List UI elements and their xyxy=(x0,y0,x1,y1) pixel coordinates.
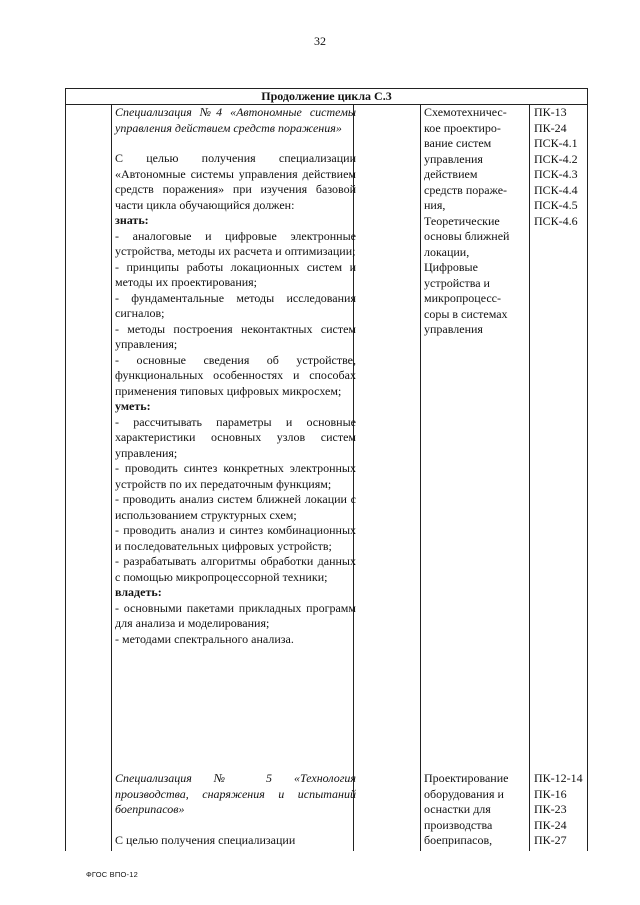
competence-code: ПСК-4.2 xyxy=(534,151,578,166)
can-item: - рассчитывать параметры и основные характеристики основных узлов систем управления; xyxy=(115,414,356,460)
discipline-line: Цифровые xyxy=(424,260,478,274)
discipline-line: ния, xyxy=(424,198,446,212)
discipline-line: вание систем xyxy=(424,136,492,150)
competence-code: ПК-23 xyxy=(534,802,567,816)
page-number: 32 xyxy=(314,34,326,48)
know-item: - основные сведения об устройстве, функциональных особенностях и способах применения типовых цифровых микросхем; xyxy=(115,352,356,398)
discipline-line: боеприпасов, xyxy=(424,833,493,847)
discipline-line: устройства и xyxy=(424,275,490,290)
specialization-5-description xyxy=(115,771,356,848)
discipline-line: кое проектиро- xyxy=(424,120,501,135)
table-header: Продолжение цикла С.3 xyxy=(66,89,587,105)
know-item: - принципы работы локационных систем и методы их проектирования; xyxy=(115,259,356,289)
discipline-line: оснастки для xyxy=(424,802,491,816)
can-item: - разрабатывать алгоритмы обработки данных с помощью микропроцессорной техники; xyxy=(115,554,356,584)
competence-code: ПК-12-14 xyxy=(534,771,583,785)
specialization-5-intro: С целью получения специализации xyxy=(115,832,296,847)
discipline-line: основы ближней xyxy=(424,229,510,243)
specialization-5-title: Специализация № 5 «Технология производства, снаряжения и испытаний боеприпасов» xyxy=(115,771,356,816)
discipline-line: локации, xyxy=(424,244,470,259)
competence-code: ПСК-4.4 xyxy=(534,182,578,197)
discipline-line: микропроцесс- xyxy=(424,291,501,305)
can-item: - проводить синтез конкретных электронных устройств по их передаточным функциям; xyxy=(115,461,356,491)
specialization-5-competences xyxy=(534,771,586,849)
specialization-4-competences xyxy=(534,105,586,229)
discipline-line: оборудования и xyxy=(424,786,504,801)
can-label: уметь: xyxy=(115,399,151,413)
can-item: - проводить анализ и синтез комбинационных и последовательных цифровых устройств; xyxy=(115,523,356,553)
own-item: - методами спектрального анализа. xyxy=(115,631,294,646)
competence-code: ПК-16 xyxy=(534,786,567,801)
specialization-4-disciplines xyxy=(424,105,521,338)
competence-code: ПСК-4.5 xyxy=(534,198,578,212)
competence-code: ПК-27 xyxy=(534,833,567,847)
discipline-line: действием xyxy=(424,167,478,181)
competence-code: ПСК-4.1 xyxy=(534,136,578,150)
know-label: знать: xyxy=(115,213,149,227)
discipline-line: соры в системах xyxy=(424,306,508,321)
column-divider xyxy=(420,105,421,851)
column-divider xyxy=(529,105,530,851)
competence-code: ПК-24 xyxy=(534,120,567,135)
competence-code: ПСК-4.3 xyxy=(534,167,578,181)
specialization-4-intro: С целью получения специализации «Автономные системы управления действием средств поражения» при изучения базовой части цикла обучающийся должен: xyxy=(115,151,356,212)
know-item: - методы построения неконтактных систем управления; xyxy=(115,321,356,351)
know-item: - аналоговые и цифровые электронные устройства, методы их расчета и оптимизации; xyxy=(115,228,356,258)
discipline-line: Проектирование xyxy=(424,771,509,785)
discipline-line: управления xyxy=(424,151,483,166)
discipline-line: средств пораже- xyxy=(424,182,508,197)
know-item: - фундаментальные методы исследования сигналов; xyxy=(115,290,356,320)
specialization-5-disciplines xyxy=(424,771,521,849)
specialization-4-title: Специализация №4 «Автономные системы управления действием средств поражения» xyxy=(115,105,356,135)
document-footer: ФГОС ВПО-12 xyxy=(86,870,138,879)
competence-code: ПК-13 xyxy=(534,105,567,119)
discipline-line: управления xyxy=(424,322,483,336)
own-item: - основными пакетами прикладных программ для анализа и моделирования; xyxy=(115,600,356,630)
can-item: - проводить анализ систем ближней локации с использованием структурных схем; xyxy=(115,492,356,522)
specialization-4-description xyxy=(115,105,356,647)
curriculum-table xyxy=(65,88,588,851)
discipline-line: Схемотехничес- xyxy=(424,105,507,119)
column-divider xyxy=(111,105,112,851)
own-label: владеть: xyxy=(115,585,162,599)
discipline-line: производства xyxy=(424,817,493,832)
competence-code: ПК-24 xyxy=(534,817,567,832)
competence-code: ПСК-4.6 xyxy=(534,213,578,228)
discipline-line: Теоретические xyxy=(424,213,500,228)
